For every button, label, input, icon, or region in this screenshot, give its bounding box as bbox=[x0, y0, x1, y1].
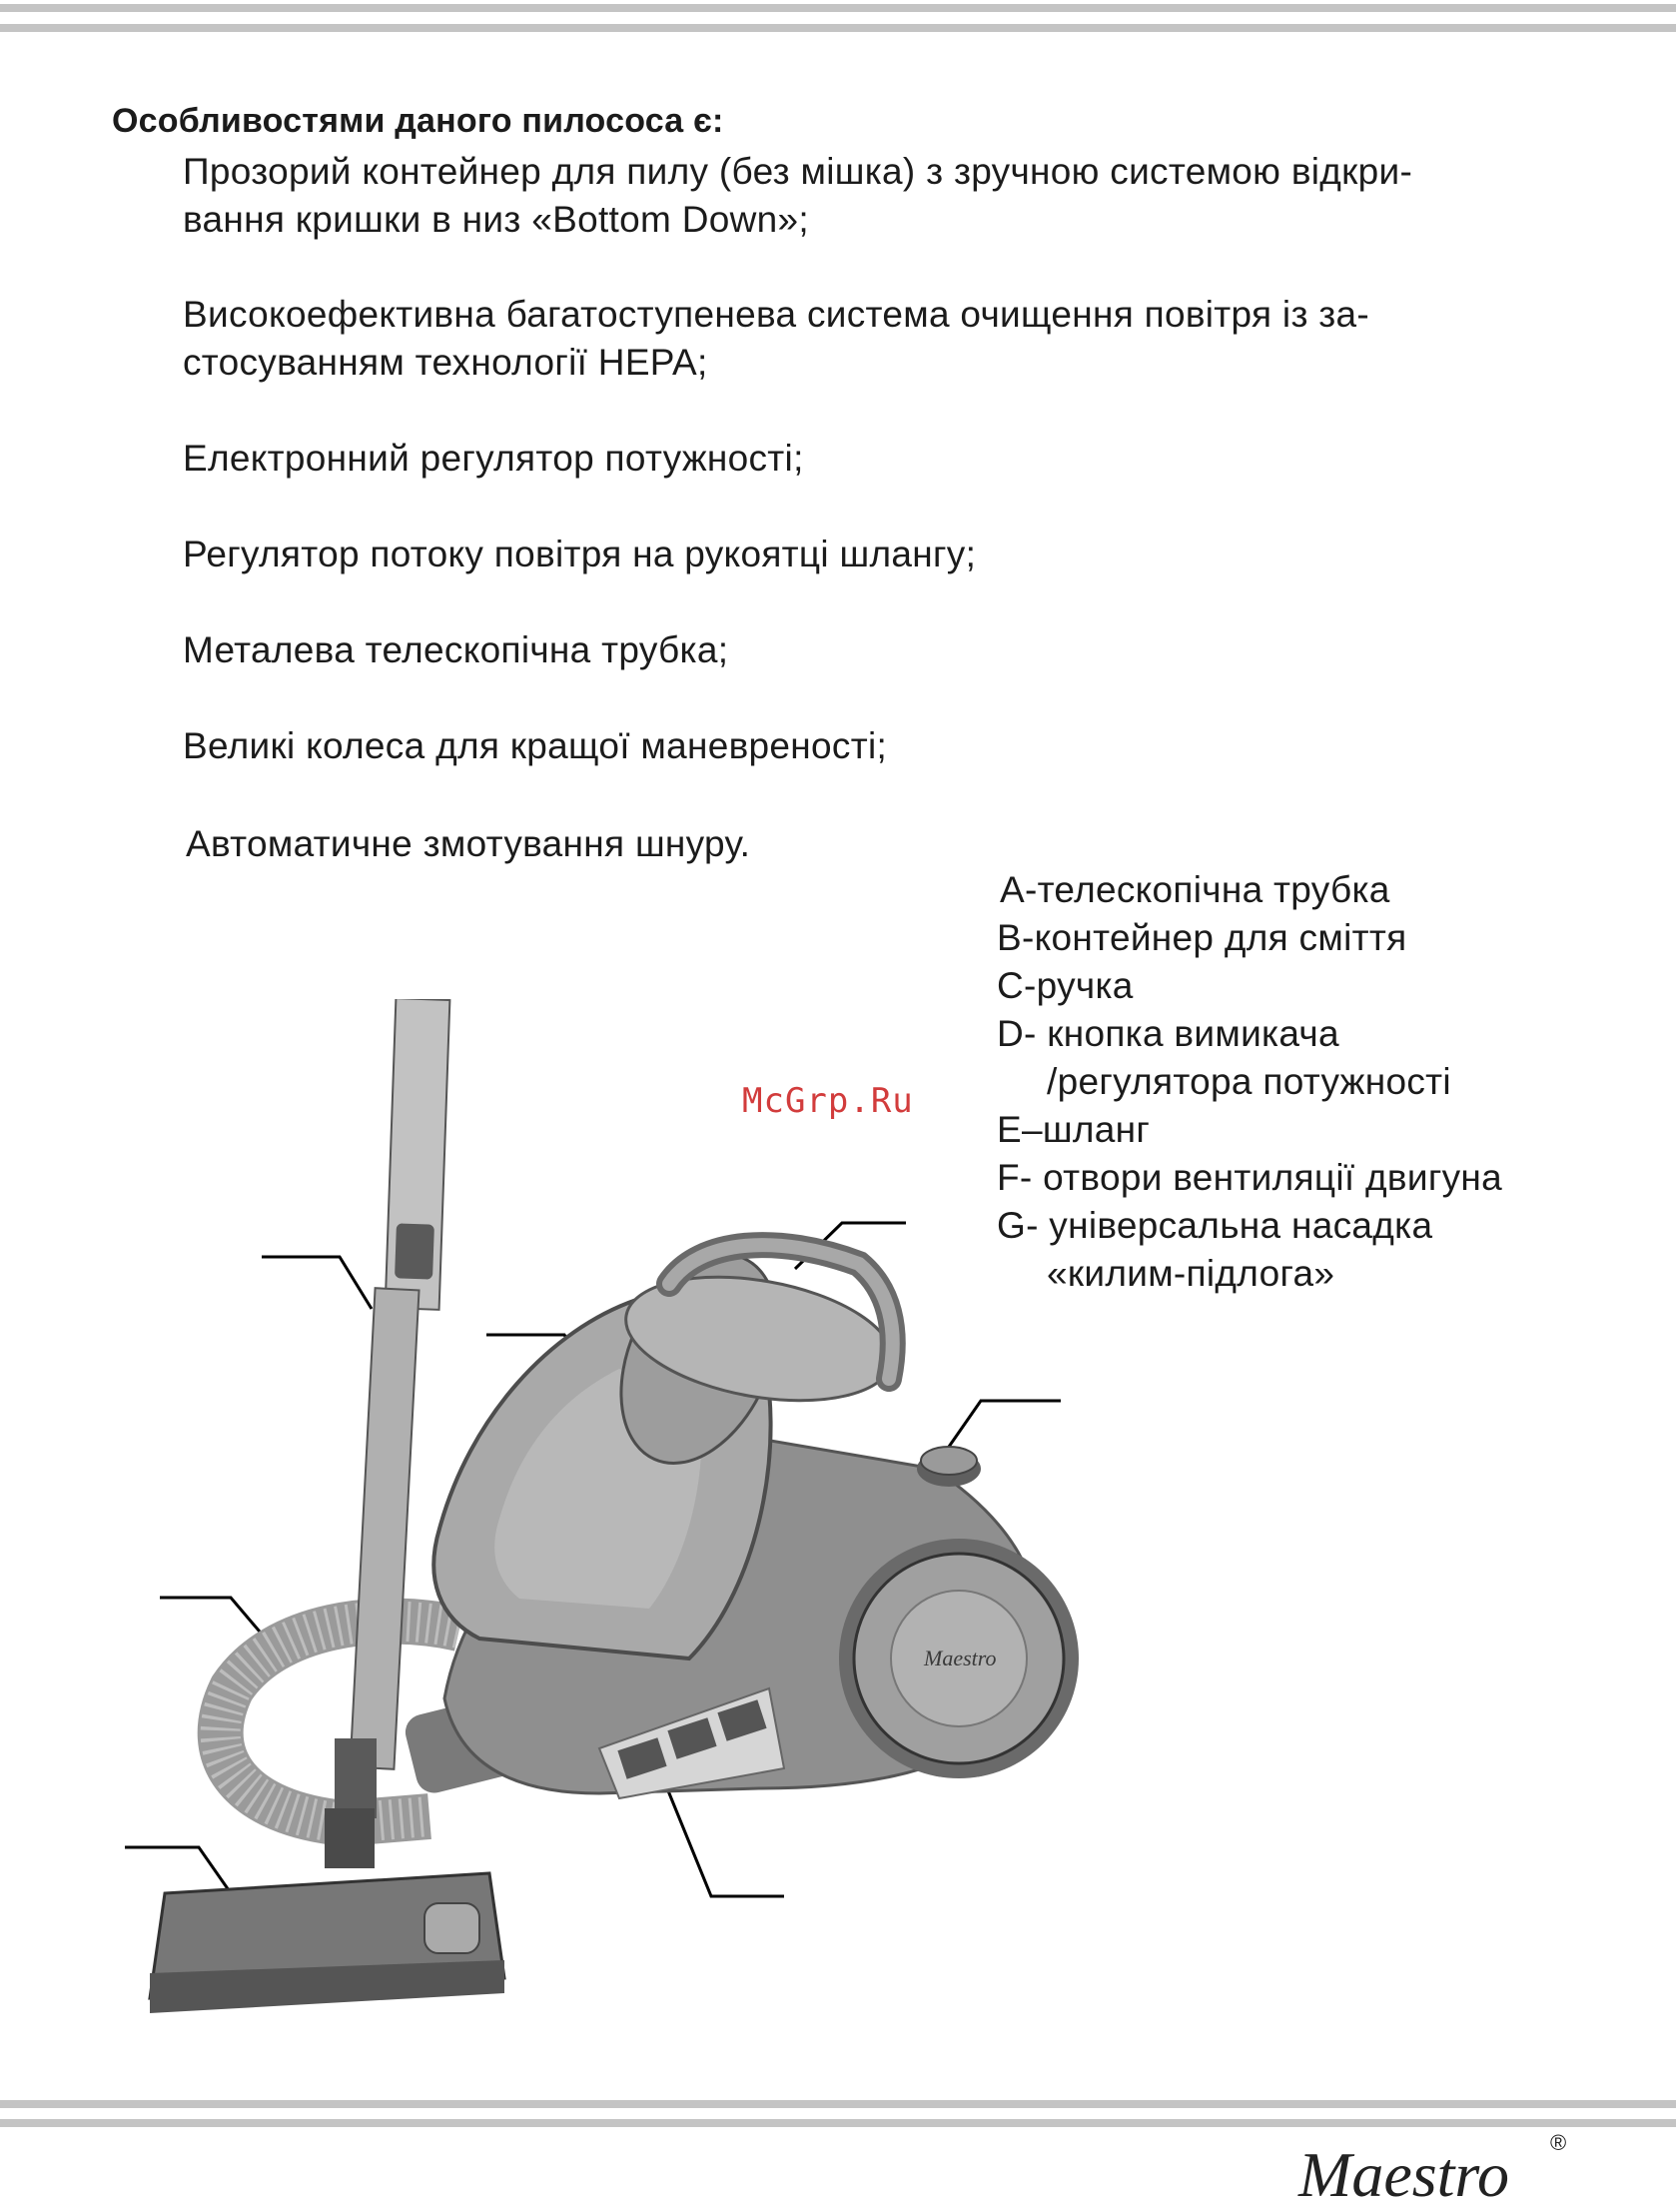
registered-mark: ® bbox=[1550, 2130, 1567, 2155]
telescopic-tube bbox=[335, 999, 449, 1818]
watermark-text: McGrp.Ru bbox=[742, 1081, 914, 1121]
section-heading: Особливостями даного пилососа є: bbox=[112, 102, 724, 140]
legend-item-g: G- універсальна насадка bbox=[997, 1205, 1433, 1246]
bottom-rule-1 bbox=[0, 2100, 1676, 2108]
top-rule-2 bbox=[0, 24, 1676, 32]
callout-line-a bbox=[262, 1257, 372, 1309]
callout-line-d bbox=[949, 1401, 1061, 1447]
callout-line-f bbox=[667, 1788, 784, 1896]
legend-item-b: B-контейнер для сміття bbox=[997, 917, 1407, 958]
legend-item-e: E–шланг bbox=[997, 1109, 1151, 1150]
legend-item-a: A-телескопічна трубка bbox=[1000, 869, 1390, 910]
legend-item-c: C-ручка bbox=[997, 965, 1134, 1006]
legend-item-d: D- кнопка вимикача bbox=[997, 1013, 1339, 1054]
feature-item: Високоефективна багатоступенева система очищення повітря із за- стосуванням технології HEPA; bbox=[183, 294, 1370, 383]
floor-brush bbox=[150, 1808, 504, 2013]
feature-item: Регулятор потоку повітря на рукоятці шлангу; bbox=[183, 534, 977, 574]
legend-item-d-continued: /регулятора потужності bbox=[1047, 1061, 1451, 1102]
brand-logo: Maestro bbox=[1298, 2139, 1509, 2210]
feature-item: Електронний регулятор потужності; bbox=[183, 438, 804, 479]
bottom-rule-2 bbox=[0, 2119, 1676, 2127]
top-rule-1 bbox=[0, 4, 1676, 12]
vacuum-cleaner-illustration bbox=[100, 999, 1099, 2118]
wheel-logo-text: Maestro bbox=[924, 1646, 997, 1670]
legend-item-g-continued: «килим-підлога» bbox=[1047, 1253, 1335, 1294]
feature-item: Великі колеса для кращої маневреності; bbox=[183, 725, 888, 766]
feature-item: Металева телескопічна трубка; bbox=[183, 629, 729, 670]
feature-item: Прозорий контейнер для пилу (без мішка) з зручною системою відкри- вання кришки в низ «Bottom Down»; bbox=[183, 151, 1413, 240]
power-button bbox=[917, 1447, 981, 1487]
feature-item: Автоматичне змотування шнуру. bbox=[186, 823, 751, 864]
legend-item-f: F- отвори вентиляції двигуна bbox=[997, 1157, 1503, 1198]
